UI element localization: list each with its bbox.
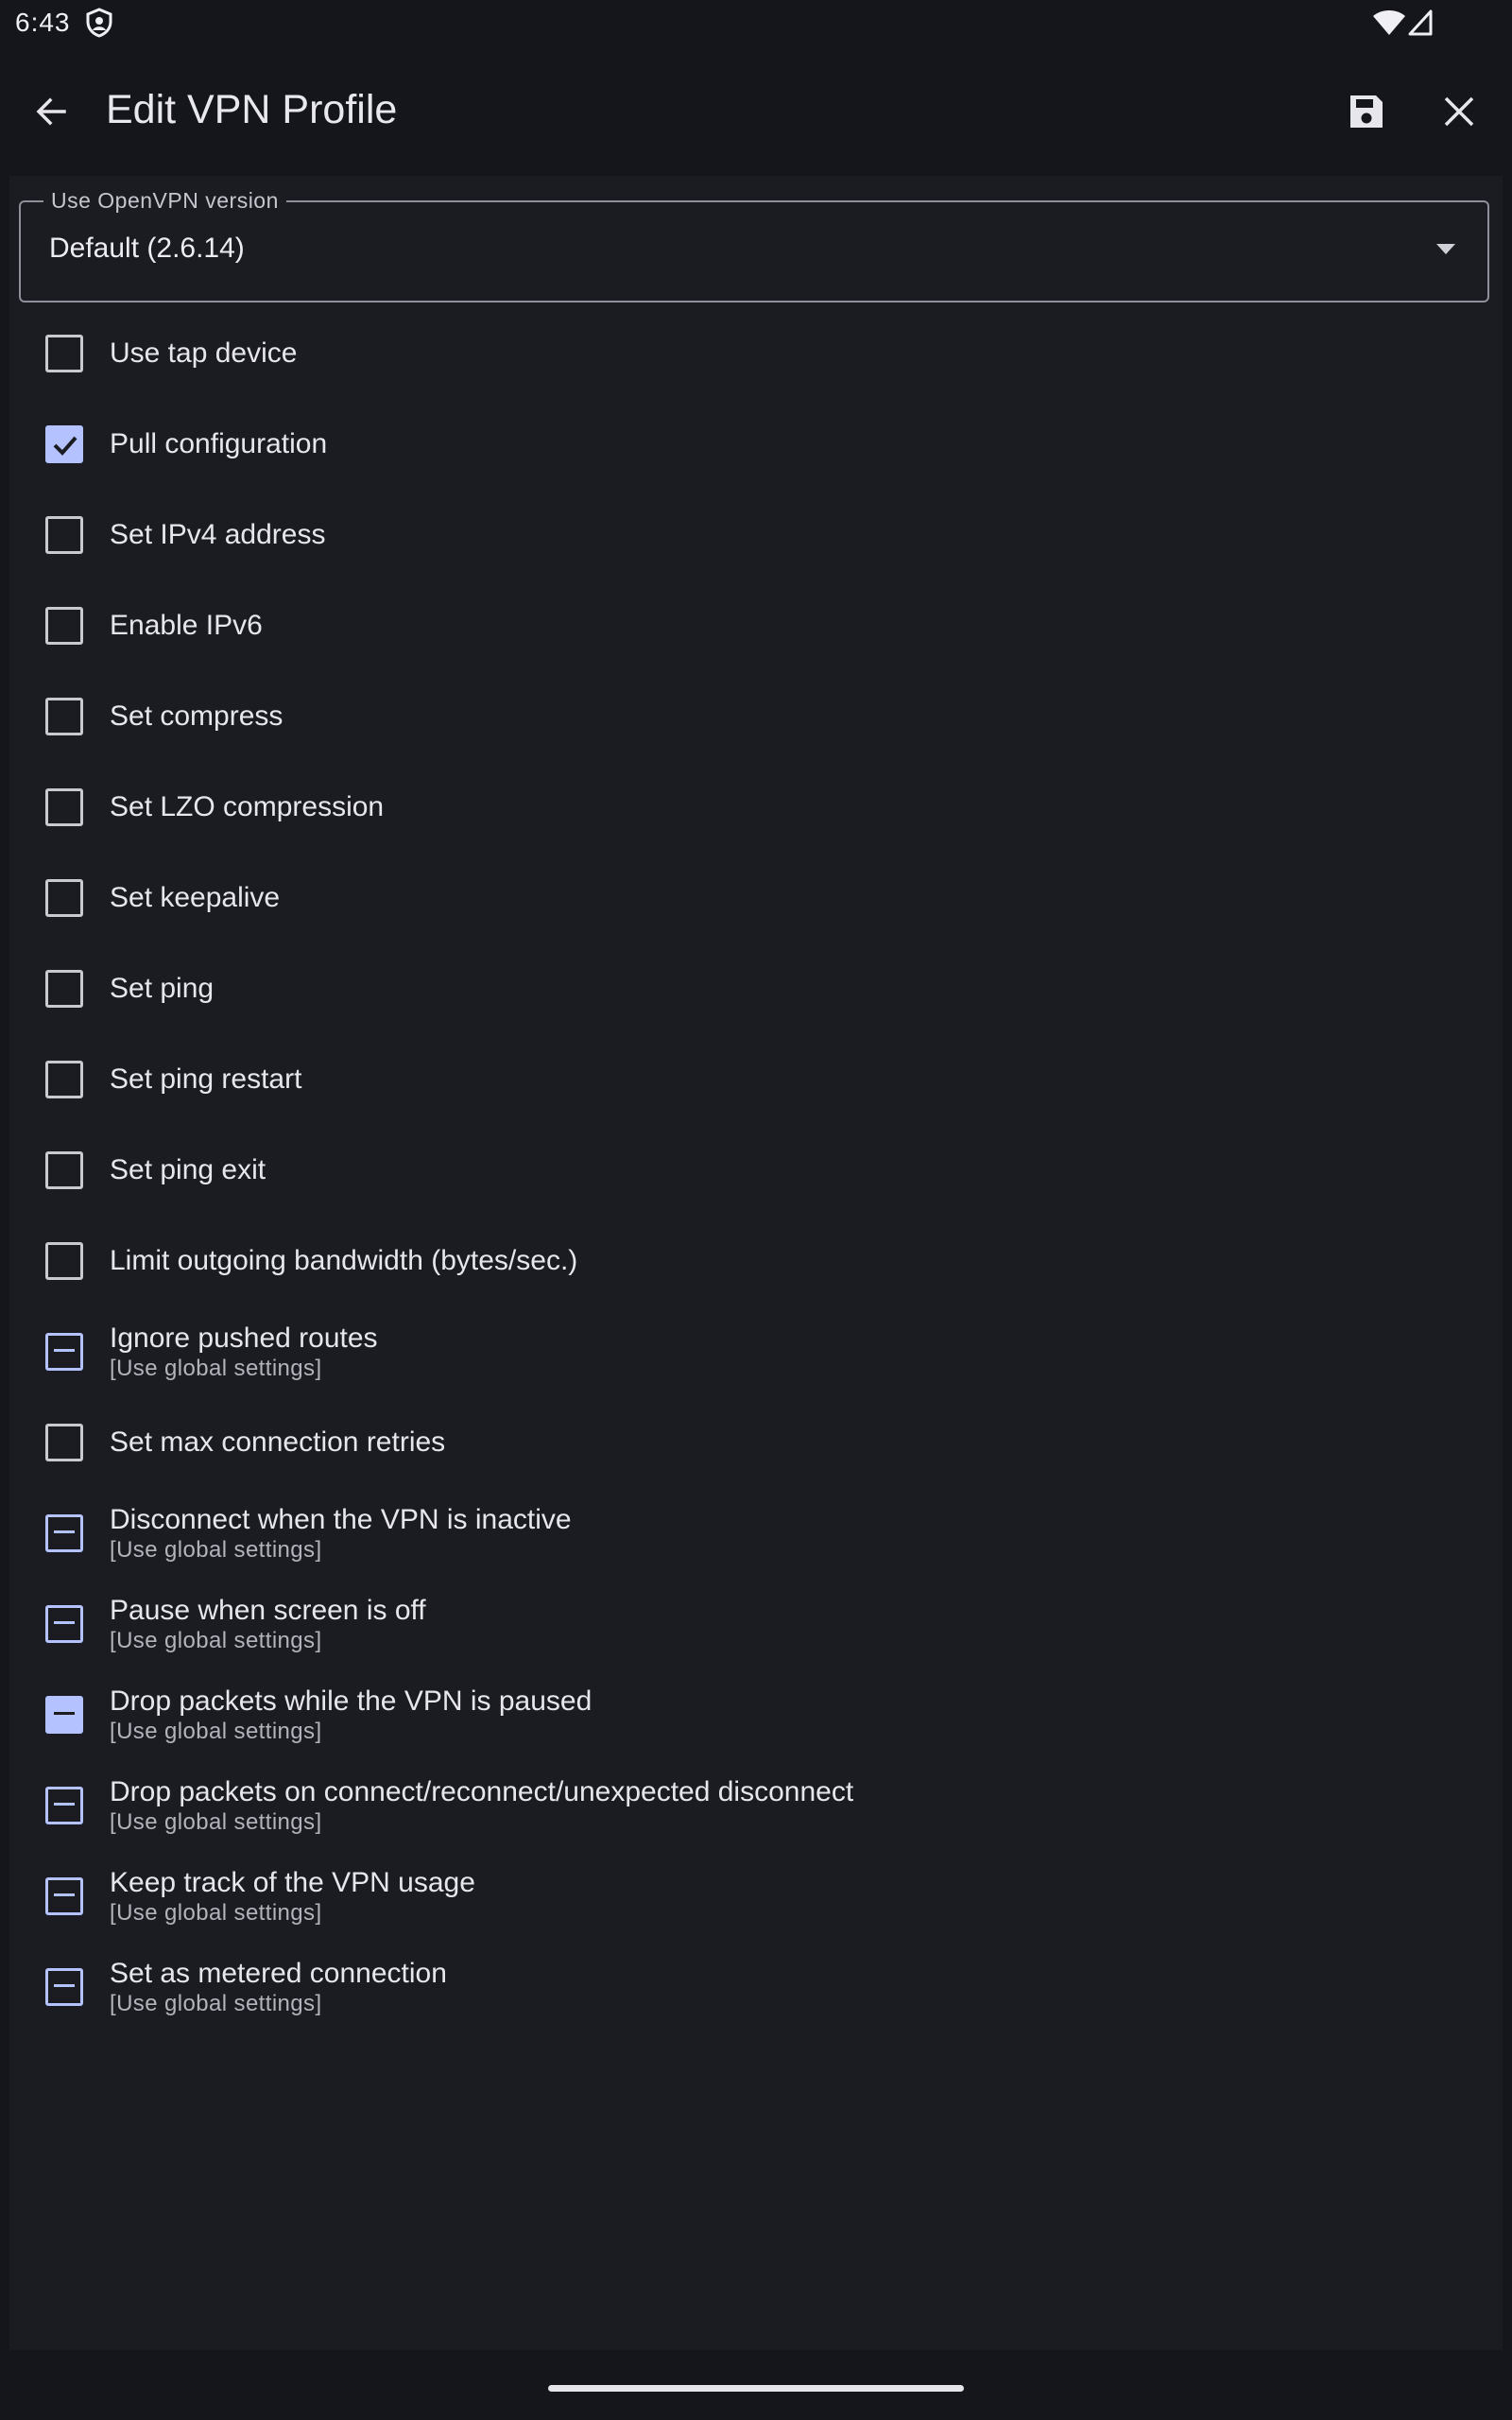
option-row[interactable] (9, 1579, 1503, 1669)
close-button[interactable] (1429, 81, 1489, 142)
option-label: Drop packets on connect/reconnect/unexpected disconnect (110, 1776, 854, 1807)
option-row[interactable] (9, 943, 1503, 1034)
checkbox[interactable] (45, 879, 83, 917)
checkbox[interactable] (45, 1061, 83, 1098)
back-arrow-icon (32, 93, 70, 130)
option-row[interactable] (9, 853, 1503, 943)
option-row[interactable] (9, 671, 1503, 762)
option-label: Set keepalive (110, 882, 281, 913)
options-list (9, 308, 1503, 2032)
checkbox[interactable] (45, 1877, 83, 1915)
checkbox[interactable] (45, 1968, 83, 2006)
checkbox[interactable] (45, 607, 83, 645)
option-row[interactable] (9, 1760, 1503, 1851)
option-row[interactable] (9, 1216, 1503, 1306)
version-field-value: Default (2.6.14) (49, 233, 245, 264)
option-sublabel: [Use global settings] (110, 1900, 322, 1926)
checkbox[interactable] (45, 1333, 83, 1371)
option-row[interactable] (9, 762, 1503, 853)
version-field-label: Use OpenVPN version (43, 188, 286, 213)
checkbox[interactable] (45, 1696, 83, 1734)
close-icon (1442, 95, 1476, 129)
option-label: Enable IPv6 (110, 610, 263, 641)
wifi-icon (1372, 9, 1406, 36)
option-sublabel: [Use global settings] (110, 1628, 322, 1653)
option-row[interactable] (9, 1306, 1503, 1397)
option-row[interactable] (9, 1397, 1503, 1488)
save-icon (1348, 93, 1385, 130)
option-label: Set LZO compression (110, 791, 385, 822)
option-label: Set IPv4 address (110, 519, 326, 550)
option-row[interactable] (9, 1488, 1503, 1579)
option-label: Set max connection retries (110, 1426, 446, 1458)
status-bar (0, 0, 1512, 47)
option-sublabel: [Use global settings] (110, 1809, 322, 1835)
checkbox[interactable] (45, 698, 83, 735)
checkbox[interactable] (45, 970, 83, 1008)
option-row[interactable] (9, 1125, 1503, 1216)
option-row[interactable] (9, 1942, 1503, 2032)
option-label: Pull configuration (110, 428, 328, 459)
checkbox[interactable] (45, 1424, 83, 1461)
save-button[interactable] (1336, 81, 1397, 142)
option-label: Use tap device (110, 337, 298, 369)
option-sublabel: [Use global settings] (110, 1356, 322, 1381)
option-sublabel: [Use global settings] (110, 1537, 322, 1563)
option-label: Limit outgoing bandwidth (bytes/sec.) (110, 1245, 578, 1276)
option-label: Pause when screen is off (110, 1595, 426, 1626)
shield-icon (85, 8, 113, 38)
checkmark-icon (49, 429, 81, 461)
signal-icon (1408, 9, 1433, 36)
checkbox[interactable] (45, 1787, 83, 1824)
checkbox[interactable] (45, 425, 83, 463)
option-sublabel: [Use global settings] (110, 1991, 322, 2016)
checkbox[interactable] (45, 1242, 83, 1280)
home-indicator[interactable] (548, 2385, 964, 2392)
page-title: Edit VPN Profile (106, 87, 398, 132)
option-label: Ignore pushed routes (110, 1322, 378, 1354)
status-time: 6:43 (15, 8, 71, 37)
option-sublabel: [Use global settings] (110, 1719, 322, 1744)
profile-settings-panel (9, 176, 1503, 2350)
option-row[interactable] (9, 399, 1503, 490)
option-label: Set as metered connection (110, 1958, 447, 1989)
option-row[interactable] (9, 1669, 1503, 1760)
option-label: Drop packets while the VPN is paused (110, 1685, 593, 1717)
option-label: Keep track of the VPN usage (110, 1867, 475, 1898)
checkbox[interactable] (45, 1514, 83, 1552)
dropdown-arrow-icon (1436, 244, 1455, 254)
openvpn-version-select[interactable] (19, 188, 1489, 302)
option-label: Set compress (110, 700, 284, 732)
checkbox[interactable] (45, 1151, 83, 1189)
checkbox[interactable] (45, 1605, 83, 1643)
option-row[interactable] (9, 1851, 1503, 1942)
option-label: Set ping restart (110, 1063, 302, 1095)
app-bar (0, 47, 1512, 170)
option-label: Set ping (110, 973, 215, 1004)
checkbox[interactable] (45, 788, 83, 826)
back-button[interactable] (21, 81, 81, 142)
option-row[interactable] (9, 1034, 1503, 1125)
option-row[interactable] (9, 490, 1503, 580)
option-label: Disconnect when the VPN is inactive (110, 1504, 572, 1535)
option-row[interactable] (9, 308, 1503, 399)
option-row[interactable] (9, 580, 1503, 671)
option-label: Set ping exit (110, 1154, 266, 1185)
checkbox[interactable] (45, 516, 83, 554)
checkbox[interactable] (45, 335, 83, 372)
